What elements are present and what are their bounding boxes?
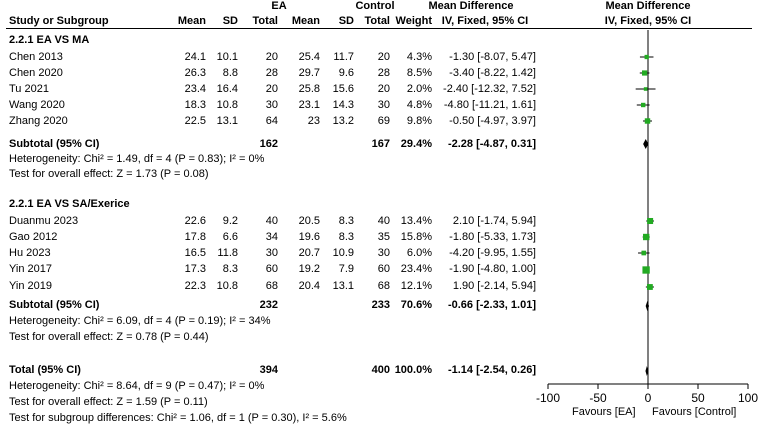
ea-sd-header: SD [222,15,238,27]
study-square [647,284,653,290]
x-tick-label: -100 [535,391,561,405]
study-square [642,266,649,273]
study-name: Chen 2013 [9,51,63,63]
subtotal-c-total: 233 [371,299,390,311]
subtotal-label: Subtotal (95% CI) [9,138,100,150]
control-total: 69 [377,115,390,127]
control-mean: 25.4 [298,51,320,63]
weight: 8.5% [406,67,432,79]
control-mean: 19.6 [298,231,320,243]
heterogeneity-text: Heterogeneity: Chi² = 6.09, df = 4 (P = 0.19); I² = 34% [9,315,271,327]
ea-mean: 23.4 [184,83,206,95]
mean-diff-ci: -2.40 [-12.32, 7.52] [443,83,536,95]
total-ea-total: 394 [259,364,278,376]
ea-sd: 8.8 [222,67,238,79]
study-name: Duanmu 2023 [9,215,79,227]
subgroup-differences-text: Test for subgroup differences: Chi² = 1.06, df = 1 (P = 0.30), I² = 5.6% [9,412,347,424]
ea-mean: 22.3 [184,280,206,292]
mean-diff-col-header: Mean Difference [428,0,514,12]
favours-ea-label: Favours [EA] [572,406,636,418]
ea-total: 30 [265,99,278,111]
ea-sd: 10.1 [216,51,238,63]
subtotal-c-total: 167 [371,138,390,150]
study-square [641,251,646,256]
control-total: 40 [377,215,390,227]
weight: 9.8% [406,115,432,127]
weight: 2.0% [406,83,432,95]
control-mean: 25.8 [298,83,320,95]
control-mean: 29.7 [298,67,320,79]
study-square [647,218,653,224]
x-tick-label: -50 [589,391,607,405]
ea-total: 28 [265,67,278,79]
study-name: Wang 2020 [9,99,65,111]
ea-sd: 6.6 [222,231,238,243]
c-sd-header: SD [338,15,354,27]
ea-mean: 18.3 [184,99,206,111]
control-sd: 11.7 [333,51,354,63]
control-total: 20 [377,51,390,63]
control-sd: 10.9 [332,247,354,259]
ea-sd: 10.8 [216,99,238,111]
subtotal-label: Subtotal (95% CI) [9,299,100,311]
weight: 23.4% [400,263,432,275]
study-square [644,87,648,91]
mean-diff-ci: -1.80 [-5.33, 1.73] [449,231,536,243]
ea-sd: 8.3 [222,263,238,275]
mean-diff-ci: -0.50 [-4.97, 3.97] [449,115,536,127]
study-square [642,70,647,75]
ea-total: 68 [265,280,278,292]
study-square [641,103,645,107]
study-name: Yin 2019 [9,280,53,292]
subgroup-title: 2.2.1 EA VS MA [9,34,90,46]
control-mean: 20.5 [298,215,320,227]
total-weight: 100.0% [394,364,432,376]
ea-mean-header: Mean [177,15,206,27]
control-sd: 14.3 [332,99,354,111]
study-square [645,118,650,123]
subtotal-ci: -2.28 [-4.87, 0.31] [447,138,536,150]
heterogeneity-text: Heterogeneity: Chi² = 1.49, df = 4 (P = 0.83); I² = 0% [9,153,265,165]
subtotal-weight: 29.4% [400,138,432,150]
x-tick-label: 0 [644,391,652,405]
group-ea-header: EA [271,0,287,12]
weight: 4.3% [406,51,432,63]
weight-header: Weight [395,15,432,27]
ea-sd: 10.8 [216,280,238,292]
subtotal-ci: -0.66 [-2.33, 1.01] [447,299,536,311]
control-total: 30 [377,99,390,111]
study-square [643,234,649,240]
study-name: Tu 2021 [9,83,49,95]
ea-mean: 26.3 [184,67,206,79]
study-name: Chen 2020 [9,67,63,79]
control-total: 35 [377,231,390,243]
ea-mean: 24.1 [184,51,206,63]
total-c-total: 400 [371,364,390,376]
subtotal-ea-total: 162 [259,138,278,150]
ea-total: 64 [265,115,278,127]
control-mean: 23.1 [298,99,320,111]
study-col-header: Study or Subgroup [9,15,109,27]
weight: 12.1% [400,280,432,292]
ea-total: 34 [265,231,278,243]
ea-sd: 9.2 [222,215,238,227]
ea-sd: 16.4 [216,83,238,95]
study-name: Gao 2012 [9,231,58,243]
ea-mean: 16.5 [184,247,206,259]
control-total: 68 [377,280,390,292]
total-label: Total (95% CI) [9,364,81,376]
total-ci: -1.14 [-2.54, 0.26] [447,364,536,376]
total-overall-effect-text: Test for overall effect: Z = 1.59 (P = 0.11) [9,396,208,408]
ea-mean: 22.6 [184,215,206,227]
control-total: 30 [377,247,390,259]
weight: 4.8% [406,99,432,111]
weight: 6.0% [406,247,432,259]
ea-mean: 17.3 [184,263,206,275]
control-mean: 20.7 [298,247,320,259]
study-name: Hu 2023 [9,247,51,259]
mean-diff-ci: 2.10 [-1.74, 5.94] [452,215,536,227]
subtotal-ea-total: 232 [259,299,278,311]
control-sd: 8.3 [338,215,354,227]
study-square [645,55,649,59]
mean-diff-ci: -1.30 [-8.07, 5.47] [449,51,536,63]
control-sd: 15.6 [332,83,354,95]
c-mean-header: Mean [291,15,320,27]
control-sd: 13.2 [332,115,354,127]
control-mean: 19.2 [298,263,320,275]
mean-diff-ci: -4.80 [-11.21, 1.61] [443,99,536,111]
mean-diff-ci: 1.90 [-2.14, 5.94] [452,280,536,292]
mean-diff-ci: -3.40 [-8.22, 1.42] [449,67,536,79]
weight: 15.8% [400,231,432,243]
x-tick-label: 100 [737,391,759,405]
mean-diff-ci: -4.20 [-9.95, 1.55] [449,247,536,259]
control-total: 20 [377,83,390,95]
ea-total: 20 [265,51,278,63]
ea-total: 30 [265,247,278,259]
subgroup-title: 2.2.1 EA VS SA/Exerice [9,198,130,210]
weight: 13.4% [400,215,432,227]
group-control-header: Control [355,0,395,12]
favours-control-label: Favours [Control] [652,406,737,418]
ea-sd: 11.8 [217,247,238,259]
study-name: Yin 2017 [9,263,53,275]
control-total: 60 [377,263,390,275]
subtotal-diamond [646,301,649,311]
control-sd: 7.9 [338,263,354,275]
ea-sd: 13.1 [216,115,238,127]
method-plot-header: IV, Fixed, 95% CI [604,15,692,27]
overall-effect-text: Test for overall effect: Z = 1.73 (P = 0.08) [9,168,209,180]
ea-total: 40 [265,215,278,227]
ea-total-header: Total [252,15,278,27]
control-mean: 20.4 [298,280,320,292]
ea-total: 60 [265,263,278,275]
control-sd: 9.6 [338,67,354,79]
control-total: 28 [377,67,390,79]
ea-mean: 22.5 [184,115,206,127]
ea-total: 20 [265,83,278,95]
c-total-header: Total [364,15,390,27]
overall-effect-text: Test for overall effect: Z = 0.78 (P = 0.44) [9,331,209,343]
control-sd: 13.1 [332,280,354,292]
ea-mean: 17.8 [184,231,206,243]
subtotal-weight: 70.6% [400,299,432,311]
control-mean: 23 [307,115,320,127]
total-heterogeneity-text: Heterogeneity: Chi² = 8.64, df = 9 (P = 0.47); I² = 0% [9,380,265,392]
x-tick-label: 50 [691,391,705,405]
method-col-header: IV, Fixed, 95% CI [441,15,529,27]
mean-diff-ci: -1.90 [-4.80, 1.00] [449,263,536,275]
control-sd: 8.3 [338,231,354,243]
mean-diff-plot-header: Mean Difference [605,0,691,12]
study-name: Zhang 2020 [9,115,68,127]
